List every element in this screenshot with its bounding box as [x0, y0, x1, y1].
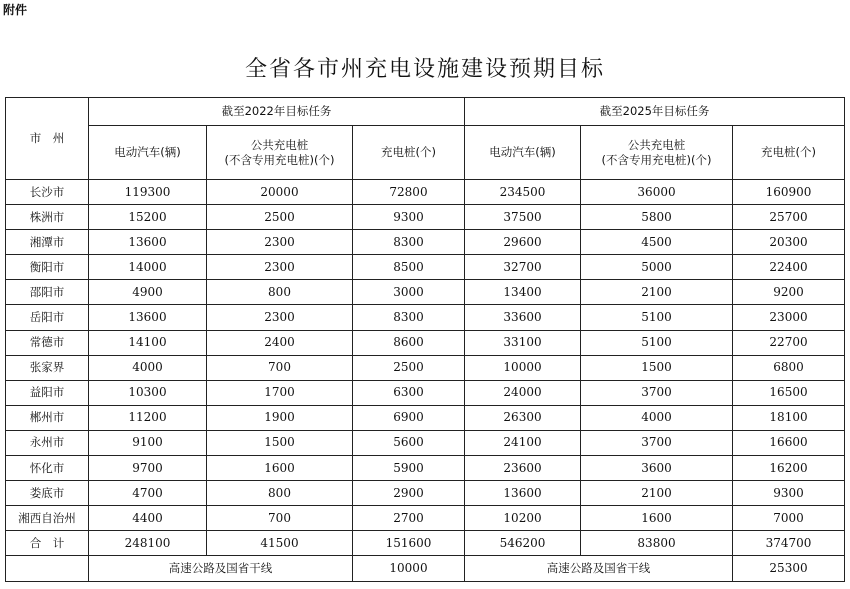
- ev-2025-cell: 23600: [465, 456, 581, 481]
- ev-2025-cell: 32700: [465, 255, 581, 280]
- total-public-pile-2025: 83800: [581, 531, 733, 556]
- ev-2025-cell: 13600: [465, 481, 581, 506]
- public-pile-2025-cell: 3700: [581, 380, 733, 405]
- highway-label-2025: 高速公路及国省干线: [465, 556, 733, 581]
- city-cell: 张家界: [6, 355, 89, 380]
- public-pile-2025-cell: 5100: [581, 305, 733, 330]
- ev-2025-cell: 24000: [465, 380, 581, 405]
- pile-2025-cell: 16600: [733, 430, 845, 455]
- ev-column-header-2022: 电动汽车(辆): [89, 126, 207, 180]
- table-row: [6, 456, 845, 481]
- table-row: [6, 230, 845, 255]
- highway-row: [6, 556, 845, 581]
- pile-2025-cell: 160900: [733, 180, 845, 205]
- city-cell: 长沙市: [6, 180, 89, 205]
- public-pile-header-line2: (不含专用充电桩)(个): [601, 152, 712, 167]
- city-cell: 株洲市: [6, 205, 89, 230]
- public-pile-2025-cell: 4000: [581, 405, 733, 430]
- ev-2022-cell: 13600: [89, 305, 207, 330]
- public-pile-2025-cell: 5100: [581, 330, 733, 355]
- pile-2022-cell: 5600: [353, 430, 465, 455]
- group-header-2025: 截至2025年目标任务: [465, 98, 845, 126]
- table-row: [6, 405, 845, 430]
- pile-2022-cell: 8600: [353, 330, 465, 355]
- table-row: [6, 481, 845, 506]
- highway-pile-2025: 25300: [733, 556, 845, 581]
- public-pile-2025-cell: 2100: [581, 481, 733, 506]
- pile-2025-cell: 7000: [733, 506, 845, 531]
- pile-2022-cell: 8500: [353, 255, 465, 280]
- pile-2025-cell: 20300: [733, 230, 845, 255]
- public-pile-header-line2: (不含专用充电桩)(个): [224, 152, 335, 167]
- ev-2022-cell: 14000: [89, 255, 207, 280]
- public-pile-2022-cell: 1900: [207, 405, 353, 430]
- table-row: [6, 330, 845, 355]
- ev-2025-cell: 29600: [465, 230, 581, 255]
- table-row: [6, 355, 845, 380]
- ev-2025-cell: 37500: [465, 205, 581, 230]
- total-ev-2025: 546200: [465, 531, 581, 556]
- public-pile-header-line1: 公共充电桩: [627, 137, 686, 152]
- total-label: 合 计: [6, 531, 89, 556]
- pile-2022-cell: 6300: [353, 380, 465, 405]
- group-header-2022: 截至2022年目标任务: [89, 98, 465, 126]
- ev-2022-cell: 4700: [89, 481, 207, 506]
- city-cell: 怀化市: [6, 456, 89, 481]
- ev-2025-cell: 10000: [465, 355, 581, 380]
- ev-2022-cell: 15200: [89, 205, 207, 230]
- public-pile-column-header-2022: [207, 126, 353, 180]
- pile-2025-cell: 22700: [733, 330, 845, 355]
- public-pile-2025-cell: 3700: [581, 430, 733, 455]
- public-pile-2025-cell: 2100: [581, 280, 733, 305]
- public-pile-2025-cell: 3600: [581, 456, 733, 481]
- public-pile-column-header-2025: [581, 126, 733, 180]
- ev-2022-cell: 9100: [89, 430, 207, 455]
- table-row: [6, 255, 845, 280]
- city-cell: 邵阳市: [6, 280, 89, 305]
- ev-2025-cell: 234500: [465, 180, 581, 205]
- public-pile-2022-cell: 800: [207, 481, 353, 506]
- total-ev-2022: 248100: [89, 531, 207, 556]
- public-pile-2025-cell: 4500: [581, 230, 733, 255]
- public-pile-2022-cell: 2400: [207, 330, 353, 355]
- city-cell: 娄底市: [6, 481, 89, 506]
- ev-2025-cell: 13400: [465, 280, 581, 305]
- public-pile-2022-cell: 2500: [207, 205, 353, 230]
- public-pile-2022-cell: 2300: [207, 230, 353, 255]
- ev-2022-cell: 4400: [89, 506, 207, 531]
- public-pile-2022-cell: 800: [207, 280, 353, 305]
- pile-2025-cell: 6800: [733, 355, 845, 380]
- public-pile-2022-cell: 1600: [207, 456, 353, 481]
- ev-2022-cell: 4900: [89, 280, 207, 305]
- pile-2022-cell: 2500: [353, 355, 465, 380]
- ev-2025-cell: 26300: [465, 405, 581, 430]
- total-pile-2025: 374700: [733, 531, 845, 556]
- ev-2025-cell: 24100: [465, 430, 581, 455]
- public-pile-header-line1: 公共充电桩: [250, 137, 309, 152]
- total-pile-2022: 151600: [353, 531, 465, 556]
- ev-2022-cell: 11200: [89, 405, 207, 430]
- public-pile-2022-cell: 2300: [207, 255, 353, 280]
- city-cell: 衡阳市: [6, 255, 89, 280]
- pile-2022-cell: 6900: [353, 405, 465, 430]
- pile-2025-cell: 22400: [733, 255, 845, 280]
- pile-2022-cell: 3000: [353, 280, 465, 305]
- pile-2025-cell: 18100: [733, 405, 845, 430]
- table-row: [6, 305, 845, 330]
- pile-2022-cell: 8300: [353, 230, 465, 255]
- city-cell: 永州市: [6, 430, 89, 455]
- public-pile-2025-cell: 5000: [581, 255, 733, 280]
- public-pile-2022-cell: 1700: [207, 380, 353, 405]
- attachment-label: 附件: [3, 3, 28, 17]
- ev-2025-cell: 33600: [465, 305, 581, 330]
- public-pile-2022-cell: 1500: [207, 430, 353, 455]
- ev-2025-cell: 10200: [465, 506, 581, 531]
- ev-2022-cell: 14100: [89, 330, 207, 355]
- pile-2022-cell: 5900: [353, 456, 465, 481]
- pile-2022-cell: 2900: [353, 481, 465, 506]
- table-row: [6, 280, 845, 305]
- public-pile-2022-cell: 700: [207, 506, 353, 531]
- table-row: [6, 180, 845, 205]
- public-pile-2022-cell: 2300: [207, 305, 353, 330]
- pile-2022-cell: 8300: [353, 305, 465, 330]
- ev-2022-cell: 4000: [89, 355, 207, 380]
- ev-2022-cell: 10300: [89, 380, 207, 405]
- highway-label-2022: 高速公路及国省干线: [89, 556, 353, 581]
- city-cell: 常德市: [6, 330, 89, 355]
- city-cell: 益阳市: [6, 380, 89, 405]
- highway-pile-2022: 10000: [353, 556, 465, 581]
- public-pile-2025-cell: 36000: [581, 180, 733, 205]
- ev-2025-cell: 33100: [465, 330, 581, 355]
- city-cell: 岳阳市: [6, 305, 89, 330]
- pile-column-header-2022: 充电桩(个): [353, 126, 465, 180]
- ev-2022-cell: 119300: [89, 180, 207, 205]
- city-cell: 湘潭市: [6, 230, 89, 255]
- pile-column-header-2025: 充电桩(个): [733, 126, 845, 180]
- pile-2025-cell: 23000: [733, 305, 845, 330]
- public-pile-2025-cell: 1600: [581, 506, 733, 531]
- ev-2022-cell: 9700: [89, 456, 207, 481]
- pile-2022-cell: 72800: [353, 180, 465, 205]
- city-cell: 郴州市: [6, 405, 89, 430]
- targets-table: [5, 97, 845, 582]
- pile-2025-cell: 16200: [733, 456, 845, 481]
- pile-2022-cell: 2700: [353, 506, 465, 531]
- ev-column-header-2025: 电动汽车(辆): [465, 126, 581, 180]
- pile-2022-cell: 9300: [353, 205, 465, 230]
- public-pile-2022-cell: 700: [207, 355, 353, 380]
- table-row: [6, 380, 845, 405]
- total-row: [6, 531, 845, 556]
- pile-2025-cell: 9300: [733, 481, 845, 506]
- table-row: [6, 430, 845, 455]
- city-column-header: 市 州: [6, 98, 89, 180]
- public-pile-2025-cell: 1500: [581, 355, 733, 380]
- highway-empty-cell: [6, 556, 89, 581]
- pile-2025-cell: 16500: [733, 380, 845, 405]
- table-row: [6, 205, 845, 230]
- city-cell: 湘西自治州: [6, 506, 89, 531]
- ev-2022-cell: 13600: [89, 230, 207, 255]
- public-pile-2025-cell: 5800: [581, 205, 733, 230]
- pile-2025-cell: 9200: [733, 280, 845, 305]
- pile-2025-cell: 25700: [733, 205, 845, 230]
- page-title: 全省各市州充电设施建设预期目标: [244, 57, 605, 82]
- total-public-pile-2022: 41500: [207, 531, 353, 556]
- table-row: [6, 506, 845, 531]
- public-pile-2022-cell: 20000: [207, 180, 353, 205]
